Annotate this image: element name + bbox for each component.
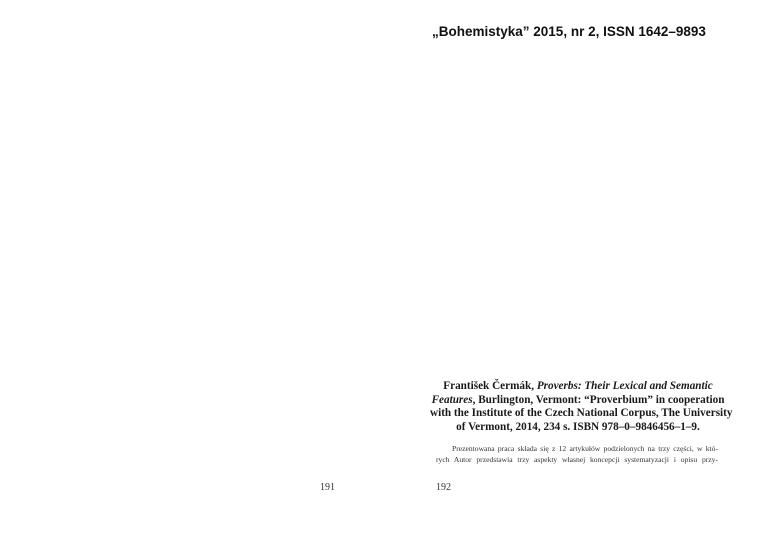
body-line-1: Prezentowana praca składa się z 12 artykułów podzielonych na trzy części, w któ- — [452, 444, 718, 453]
review-title-line-4: of Vermont, 2014, 234 s. ISBN 978–0–9846456–1–9. — [456, 420, 700, 433]
review-title-line-1: František Čermák, Proverbs: Their Lexical and Semantic — [443, 380, 713, 392]
review-body — [436, 443, 718, 465]
page-number-left: 191 — [320, 482, 335, 493]
review-title-line-2: Features, Burlington, Vermont: “Proverbium” in cooperation — [431, 393, 725, 406]
review-title — [430, 380, 733, 434]
body-line-2: rych Autor przedstawia trzy aspekty własnej koncepcji systematyzacji i opisu przy- — [436, 455, 718, 464]
review-title-line-3: with the Institute of the Czech National Corpus, The University — [430, 407, 733, 420]
page-number-right: 192 — [436, 482, 451, 493]
journal-header: „Bohemistyka” 2015, nr 2, ISSN 1642–9893 — [432, 24, 706, 39]
